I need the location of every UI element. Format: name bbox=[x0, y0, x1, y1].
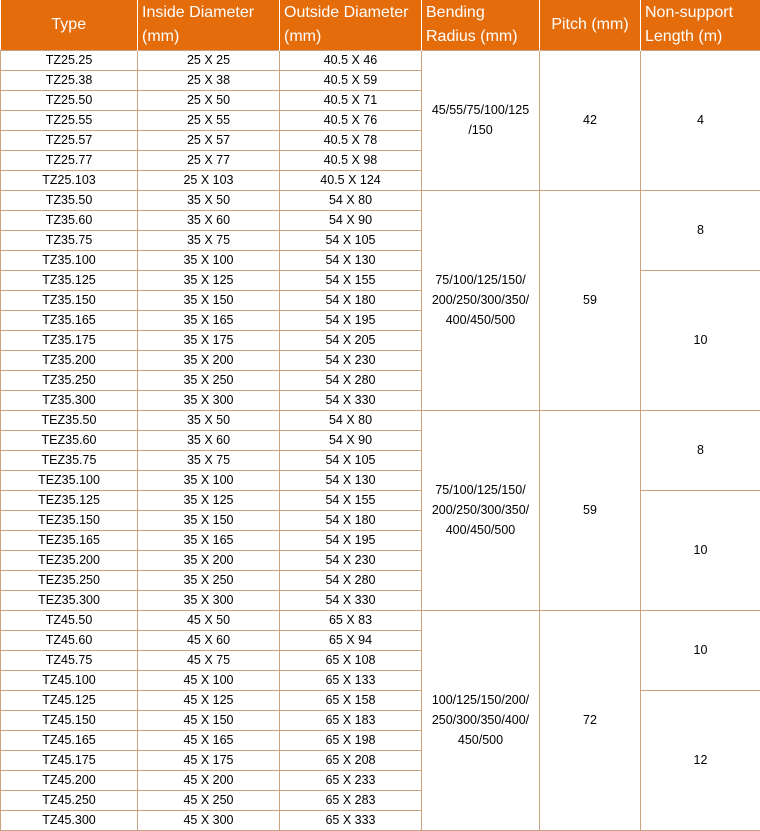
cell-outside-diameter: 65 X 233 bbox=[280, 770, 422, 790]
cell-non-support-length: 12 bbox=[641, 690, 760, 830]
cell-type: TZ35.50 bbox=[1, 190, 138, 210]
cell-inside-diameter: 35 X 50 bbox=[138, 410, 280, 430]
cell-type: TZ25.50 bbox=[1, 90, 138, 110]
header-inside-diameter: Inside Diameter (mm) bbox=[138, 0, 280, 50]
cell-outside-diameter: 54 X 180 bbox=[280, 510, 422, 530]
cell-type: TZ45.75 bbox=[1, 650, 138, 670]
cell-type: TZ45.150 bbox=[1, 710, 138, 730]
cell-inside-diameter: 45 X 125 bbox=[138, 690, 280, 710]
cell-type: TEZ35.60 bbox=[1, 430, 138, 450]
cell-type: TEZ35.165 bbox=[1, 530, 138, 550]
cell-type: TZ25.55 bbox=[1, 110, 138, 130]
cell-non-support-length: 8 bbox=[641, 190, 760, 270]
cell-type: TZ35.300 bbox=[1, 390, 138, 410]
cell-type: TZ25.38 bbox=[1, 70, 138, 90]
cell-outside-diameter: 65 X 94 bbox=[280, 630, 422, 650]
cell-type: TZ35.125 bbox=[1, 270, 138, 290]
cell-type: TEZ35.150 bbox=[1, 510, 138, 530]
cell-outside-diameter: 40.5 X 59 bbox=[280, 70, 422, 90]
cell-outside-diameter: 54 X 155 bbox=[280, 270, 422, 290]
cell-outside-diameter: 54 X 230 bbox=[280, 350, 422, 370]
cell-inside-diameter: 45 X 60 bbox=[138, 630, 280, 650]
cell-outside-diameter: 65 X 133 bbox=[280, 670, 422, 690]
cell-outside-diameter: 40.5 X 78 bbox=[280, 130, 422, 150]
cell-inside-diameter: 45 X 75 bbox=[138, 650, 280, 670]
cell-inside-diameter: 45 X 175 bbox=[138, 750, 280, 770]
cell-type: TEZ35.75 bbox=[1, 450, 138, 470]
cell-type: TEZ35.200 bbox=[1, 550, 138, 570]
cell-type: TZ35.75 bbox=[1, 230, 138, 250]
cell-bending-radius: 100/125/150/200/ 250/300/350/400/ 450/500 bbox=[422, 610, 540, 830]
cell-inside-diameter: 45 X 150 bbox=[138, 710, 280, 730]
table-row bbox=[1, 490, 760, 510]
cell-type: TZ35.200 bbox=[1, 350, 138, 370]
cell-outside-diameter: 65 X 333 bbox=[280, 810, 422, 830]
cell-outside-diameter: 54 X 105 bbox=[280, 450, 422, 470]
header-row bbox=[1, 0, 760, 50]
cell-type: TZ45.250 bbox=[1, 790, 138, 810]
cell-type: TZ25.77 bbox=[1, 150, 138, 170]
cell-type: TEZ35.100 bbox=[1, 470, 138, 490]
cell-inside-diameter: 35 X 200 bbox=[138, 350, 280, 370]
cell-inside-diameter: 35 X 75 bbox=[138, 450, 280, 470]
cell-type: TZ35.250 bbox=[1, 370, 138, 390]
cell-outside-diameter: 65 X 283 bbox=[280, 790, 422, 810]
cell-pitch: 72 bbox=[540, 610, 641, 830]
cell-outside-diameter: 65 X 198 bbox=[280, 730, 422, 750]
cell-outside-diameter: 54 X 195 bbox=[280, 310, 422, 330]
table-body bbox=[1, 50, 760, 830]
cell-outside-diameter: 54 X 80 bbox=[280, 410, 422, 430]
cell-bending-radius: 75/100/125/150/ 200/250/300/350/ 400/450/500 bbox=[422, 190, 540, 410]
cell-outside-diameter: 40.5 X 124 bbox=[280, 170, 422, 190]
table-row bbox=[1, 50, 760, 70]
cell-outside-diameter: 40.5 X 98 bbox=[280, 150, 422, 170]
cell-type: TZ35.150 bbox=[1, 290, 138, 310]
cell-inside-diameter: 25 X 77 bbox=[138, 150, 280, 170]
cell-type: TZ45.165 bbox=[1, 730, 138, 750]
header-non-support-length: Non-support Length (m) bbox=[641, 0, 760, 50]
cell-inside-diameter: 25 X 38 bbox=[138, 70, 280, 90]
cell-outside-diameter: 54 X 280 bbox=[280, 570, 422, 590]
cell-inside-diameter: 35 X 125 bbox=[138, 270, 280, 290]
cell-outside-diameter: 54 X 330 bbox=[280, 590, 422, 610]
cell-type: TZ35.175 bbox=[1, 330, 138, 350]
cell-type: TZ25.57 bbox=[1, 130, 138, 150]
cell-inside-diameter: 35 X 175 bbox=[138, 330, 280, 350]
cell-inside-diameter: 35 X 300 bbox=[138, 390, 280, 410]
cell-inside-diameter: 35 X 125 bbox=[138, 490, 280, 510]
cell-outside-diameter: 40.5 X 76 bbox=[280, 110, 422, 130]
cell-bending-radius: 75/100/125/150/ 200/250/300/350/ 400/450/500 bbox=[422, 410, 540, 610]
cell-inside-diameter: 35 X 60 bbox=[138, 210, 280, 230]
cell-inside-diameter: 35 X 100 bbox=[138, 470, 280, 490]
cell-outside-diameter: 54 X 195 bbox=[280, 530, 422, 550]
table-row bbox=[1, 610, 760, 630]
cell-inside-diameter: 35 X 75 bbox=[138, 230, 280, 250]
cell-type: TZ45.175 bbox=[1, 750, 138, 770]
cell-type: TZ25.25 bbox=[1, 50, 138, 70]
cell-type: TZ35.100 bbox=[1, 250, 138, 270]
cell-inside-diameter: 35 X 165 bbox=[138, 530, 280, 550]
cell-outside-diameter: 54 X 90 bbox=[280, 430, 422, 450]
header-type: Type bbox=[1, 0, 138, 50]
cell-inside-diameter: 25 X 55 bbox=[138, 110, 280, 130]
cell-outside-diameter: 65 X 158 bbox=[280, 690, 422, 710]
cell-inside-diameter: 35 X 100 bbox=[138, 250, 280, 270]
table-row bbox=[1, 190, 760, 210]
cell-type: TZ45.50 bbox=[1, 610, 138, 630]
cell-type: TEZ35.125 bbox=[1, 490, 138, 510]
cell-outside-diameter: 54 X 330 bbox=[280, 390, 422, 410]
cell-inside-diameter: 45 X 200 bbox=[138, 770, 280, 790]
cell-inside-diameter: 35 X 250 bbox=[138, 370, 280, 390]
cell-type: TZ45.300 bbox=[1, 810, 138, 830]
cell-outside-diameter: 54 X 130 bbox=[280, 250, 422, 270]
cell-inside-diameter: 45 X 100 bbox=[138, 670, 280, 690]
cell-type: TZ45.200 bbox=[1, 770, 138, 790]
cell-outside-diameter: 54 X 105 bbox=[280, 230, 422, 250]
cell-type: TZ35.60 bbox=[1, 210, 138, 230]
cell-inside-diameter: 25 X 50 bbox=[138, 90, 280, 110]
cell-outside-diameter: 65 X 183 bbox=[280, 710, 422, 730]
cell-inside-diameter: 35 X 60 bbox=[138, 430, 280, 450]
cell-inside-diameter: 35 X 250 bbox=[138, 570, 280, 590]
cell-non-support-length: 10 bbox=[641, 490, 760, 610]
cell-bending-radius: 45/55/75/100/125 /150 bbox=[422, 50, 540, 190]
table-row bbox=[1, 270, 760, 290]
cell-type: TEZ35.50 bbox=[1, 410, 138, 430]
cell-pitch: 59 bbox=[540, 410, 641, 610]
table-row bbox=[1, 410, 760, 430]
cell-type: TEZ35.250 bbox=[1, 570, 138, 590]
cell-outside-diameter: 65 X 83 bbox=[280, 610, 422, 630]
header-bending-radius: Bending Radius (mm) bbox=[422, 0, 540, 50]
cell-type: TZ45.60 bbox=[1, 630, 138, 650]
cell-pitch: 42 bbox=[540, 50, 641, 190]
cell-outside-diameter: 40.5 X 71 bbox=[280, 90, 422, 110]
header-pitch: Pitch (mm) bbox=[540, 0, 641, 50]
cell-non-support-length: 10 bbox=[641, 270, 760, 410]
cell-outside-diameter: 54 X 180 bbox=[280, 290, 422, 310]
cell-inside-diameter: 35 X 165 bbox=[138, 310, 280, 330]
cell-inside-diameter: 35 X 300 bbox=[138, 590, 280, 610]
cell-inside-diameter: 35 X 50 bbox=[138, 190, 280, 210]
cell-outside-diameter: 65 X 108 bbox=[280, 650, 422, 670]
cell-outside-diameter: 65 X 208 bbox=[280, 750, 422, 770]
cell-type: TZ35.165 bbox=[1, 310, 138, 330]
cell-outside-diameter: 54 X 280 bbox=[280, 370, 422, 390]
cell-outside-diameter: 40.5 X 46 bbox=[280, 50, 422, 70]
cell-pitch: 59 bbox=[540, 190, 641, 410]
cell-non-support-length: 10 bbox=[641, 610, 760, 690]
cell-inside-diameter: 45 X 165 bbox=[138, 730, 280, 750]
cell-type: TZ45.125 bbox=[1, 690, 138, 710]
cell-inside-diameter: 45 X 300 bbox=[138, 810, 280, 830]
cell-inside-diameter: 35 X 200 bbox=[138, 550, 280, 570]
table-row bbox=[1, 690, 760, 710]
cell-outside-diameter: 54 X 90 bbox=[280, 210, 422, 230]
cell-type: TZ25.103 bbox=[1, 170, 138, 190]
cell-inside-diameter: 25 X 103 bbox=[138, 170, 280, 190]
cell-non-support-length: 4 bbox=[641, 50, 760, 190]
cell-type: TEZ35.300 bbox=[1, 590, 138, 610]
cell-non-support-length: 8 bbox=[641, 410, 760, 490]
cell-inside-diameter: 35 X 150 bbox=[138, 290, 280, 310]
cell-outside-diameter: 54 X 155 bbox=[280, 490, 422, 510]
cell-inside-diameter: 45 X 250 bbox=[138, 790, 280, 810]
cell-inside-diameter: 45 X 50 bbox=[138, 610, 280, 630]
cell-outside-diameter: 54 X 230 bbox=[280, 550, 422, 570]
cell-inside-diameter: 25 X 25 bbox=[138, 50, 280, 70]
cell-outside-diameter: 54 X 205 bbox=[280, 330, 422, 350]
cell-outside-diameter: 54 X 130 bbox=[280, 470, 422, 490]
cell-inside-diameter: 25 X 57 bbox=[138, 130, 280, 150]
cell-outside-diameter: 54 X 80 bbox=[280, 190, 422, 210]
cell-inside-diameter: 35 X 150 bbox=[138, 510, 280, 530]
cell-type: TZ45.100 bbox=[1, 670, 138, 690]
header-outside-diameter: Outside Diameter (mm) bbox=[280, 0, 422, 50]
